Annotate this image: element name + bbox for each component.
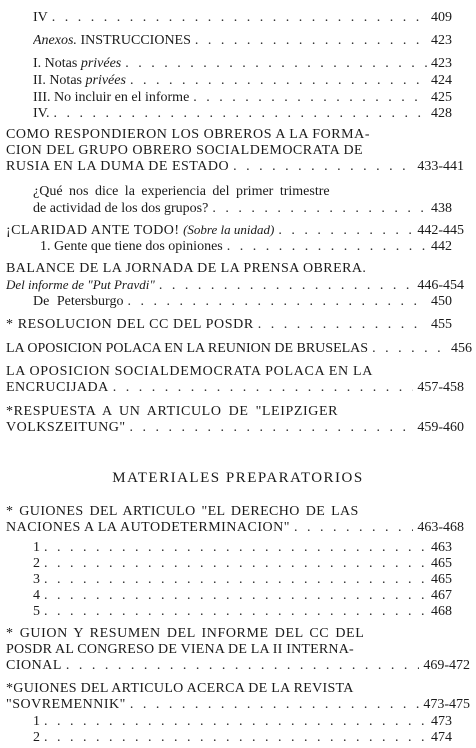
- page-number: 473: [431, 714, 452, 729]
- leader-dots: [44, 588, 427, 604]
- page-number: 459-460: [417, 420, 464, 435]
- leader-dots: [66, 658, 419, 674]
- page-number: 473-475: [423, 697, 470, 712]
- toc-entry-oposicion-sd-line-1: LA OPOSICION SOCIALDEMOCRATA POLACA EN LA: [6, 364, 374, 379]
- leader-dots: [159, 278, 413, 294]
- toc-subentry: 2 . . . 474: [33, 730, 452, 746]
- page-number: 465: [431, 556, 452, 571]
- page-number: 469-472: [423, 658, 470, 673]
- leader-dots: [195, 33, 427, 49]
- page-number: 467: [431, 588, 452, 603]
- toc-entry-notas-2: II. Notas privées . . . 424: [33, 73, 452, 89]
- toc-entry-oposicion-sd-line-2: ENCRUCIJADA . . . 457-458: [6, 380, 464, 396]
- leader-dots: [372, 341, 447, 357]
- leader-dots: [44, 556, 427, 572]
- toc-subentry: 5 . . . 468: [33, 604, 452, 620]
- toc-entry-iv: IV . . . 409: [33, 10, 452, 26]
- page-number: 409: [431, 10, 452, 25]
- leader-dots: [130, 697, 420, 713]
- toc-entry-como-line-2: CION DEL GRUPO OBRERO SOCIALDEMOCRATA DE: [6, 143, 364, 158]
- toc-subentry: 4 . . . 467: [33, 588, 452, 604]
- page-number: 428: [431, 106, 452, 121]
- leader-dots: [52, 10, 427, 26]
- leader-dots: [44, 730, 427, 746]
- toc-entry-que-line-2: de actividad de los dos grupos? . . . 438: [33, 201, 452, 217]
- toc-entry-claridad: ¡CLARIDAD ANTE TODO! (Sobre la unidad) . . . 442-445: [6, 222, 464, 239]
- toc-entry-como-line-3: RUSIA EN LA DUMA DE ESTADO . . . 433-441: [6, 159, 464, 175]
- toc-subentry: 1 . . . 463: [33, 540, 452, 556]
- page-number: 423: [431, 33, 452, 48]
- toc-entry-sovremennik-line-1: *GUIONES DEL ARTICULO ACERCA DE LA REVISTA: [6, 681, 354, 696]
- toc-entry-como-line-1: COMO RESPONDIERON LOS OBREROS A LA FORMA-: [6, 127, 371, 142]
- page-number: 468: [431, 604, 452, 619]
- page-number: 433-441: [417, 159, 464, 174]
- toc-entry-guiones-line-1: * GUIONES DEL ARTICULO "EL DERECHO DE LAS: [6, 504, 359, 519]
- toc-entry-guiones-line-2: NACIONES A LA AUTODETERMINACION" . . . 463-468: [6, 520, 464, 536]
- leader-dots: [44, 540, 427, 556]
- page-number: 455: [431, 317, 452, 332]
- leader-dots: [44, 572, 427, 588]
- page-number: 438: [431, 201, 452, 216]
- leader-dots: [233, 159, 413, 175]
- page-number: 442: [431, 239, 452, 254]
- page-number: 424: [431, 73, 452, 88]
- page-number: 442-445: [417, 223, 464, 238]
- toc-subentry: 2 . . . 465: [33, 556, 452, 572]
- page-number: 465: [431, 572, 452, 587]
- page-number: 423: [431, 56, 452, 71]
- toc-subentry: 3 . . . 465: [33, 572, 452, 588]
- leader-dots: [294, 520, 413, 536]
- toc-entry-que-line-1: ¿Qué nos dice la experiencia del primer trimestre: [33, 184, 330, 199]
- toc-entry-iv-b: IV. . . . 428: [33, 106, 452, 122]
- leader-dots: [258, 317, 427, 333]
- page-number: 463: [431, 540, 452, 555]
- leader-dots: [125, 56, 427, 72]
- page-number: 456: [451, 341, 472, 356]
- toc-entry-petersburgo: De Petersburgo . . . 450: [33, 294, 452, 310]
- toc-subentry: 1 . . . 473: [33, 714, 452, 730]
- toc-entry-resolucion: * RESOLUCION DEL CC DEL POSDR . . . 455: [6, 317, 452, 333]
- toc-entry-guion-line-3: CIONAL . . . 469-472: [6, 658, 470, 674]
- toc-entry-gente: 1. Gente que tiene dos opiniones . . . 442: [40, 239, 452, 255]
- page-number: 450: [431, 294, 452, 309]
- toc-entry-respuesta-line-2: VOLKSZEITUNG" . . . 459-460: [6, 420, 464, 436]
- leader-dots: [44, 714, 427, 730]
- page-number: 474: [431, 730, 452, 745]
- page-number: 425: [431, 90, 452, 105]
- leader-dots: [193, 90, 427, 106]
- leader-dots: [227, 239, 427, 255]
- page-number: 457-458: [417, 380, 464, 395]
- toc-entry-sovremennik-line-2: "SOVREMENNIK" . . . 473-475: [6, 697, 470, 713]
- toc-entry-oposicion-polaca: LA OPOSICION POLACA EN LA REUNION DE BRUSELAS . . . 456: [6, 341, 472, 357]
- leader-dots: [44, 604, 427, 620]
- toc-entry-respuesta-line-1: *RESPUESTA A UN ARTICULO DE "LEIPZIGER: [6, 404, 339, 419]
- toc-entry-guion-line-1: * GUION Y RESUMEN DEL INFORME DEL CC DEL: [6, 626, 365, 641]
- toc-entry-balance-line-1: BALANCE DE LA JORNADA DE LA PRENSA OBRERA.: [6, 261, 367, 276]
- leader-dots: [278, 223, 413, 239]
- toc-entry-notas-1: I. Notas privées . . . 423: [33, 56, 452, 72]
- toc-entry-balance-line-2: Del informe de "Put Pravdi" . . . 446-454: [6, 277, 464, 294]
- leader-dots: [127, 294, 427, 310]
- section-heading: MATERIALES PREPARATORIOS: [112, 470, 364, 486]
- leader-dots: [113, 380, 414, 396]
- leader-dots: [130, 73, 427, 89]
- leader-dots: [53, 106, 427, 122]
- page-number: 463-468: [417, 520, 464, 535]
- toc-entry-notas-3: III. No incluir en el informe . . . 425: [33, 90, 452, 106]
- toc-entry-guion-line-2: POSDR AL CONGRESO DE VIENA DE LA II INTERNA-: [6, 642, 354, 657]
- toc-entry-anexos: Anexos. INSTRUCCIONES . . . 423: [33, 33, 452, 49]
- page-number: 446-454: [417, 278, 464, 293]
- leader-dots: [212, 201, 427, 217]
- leader-dots: [130, 420, 414, 436]
